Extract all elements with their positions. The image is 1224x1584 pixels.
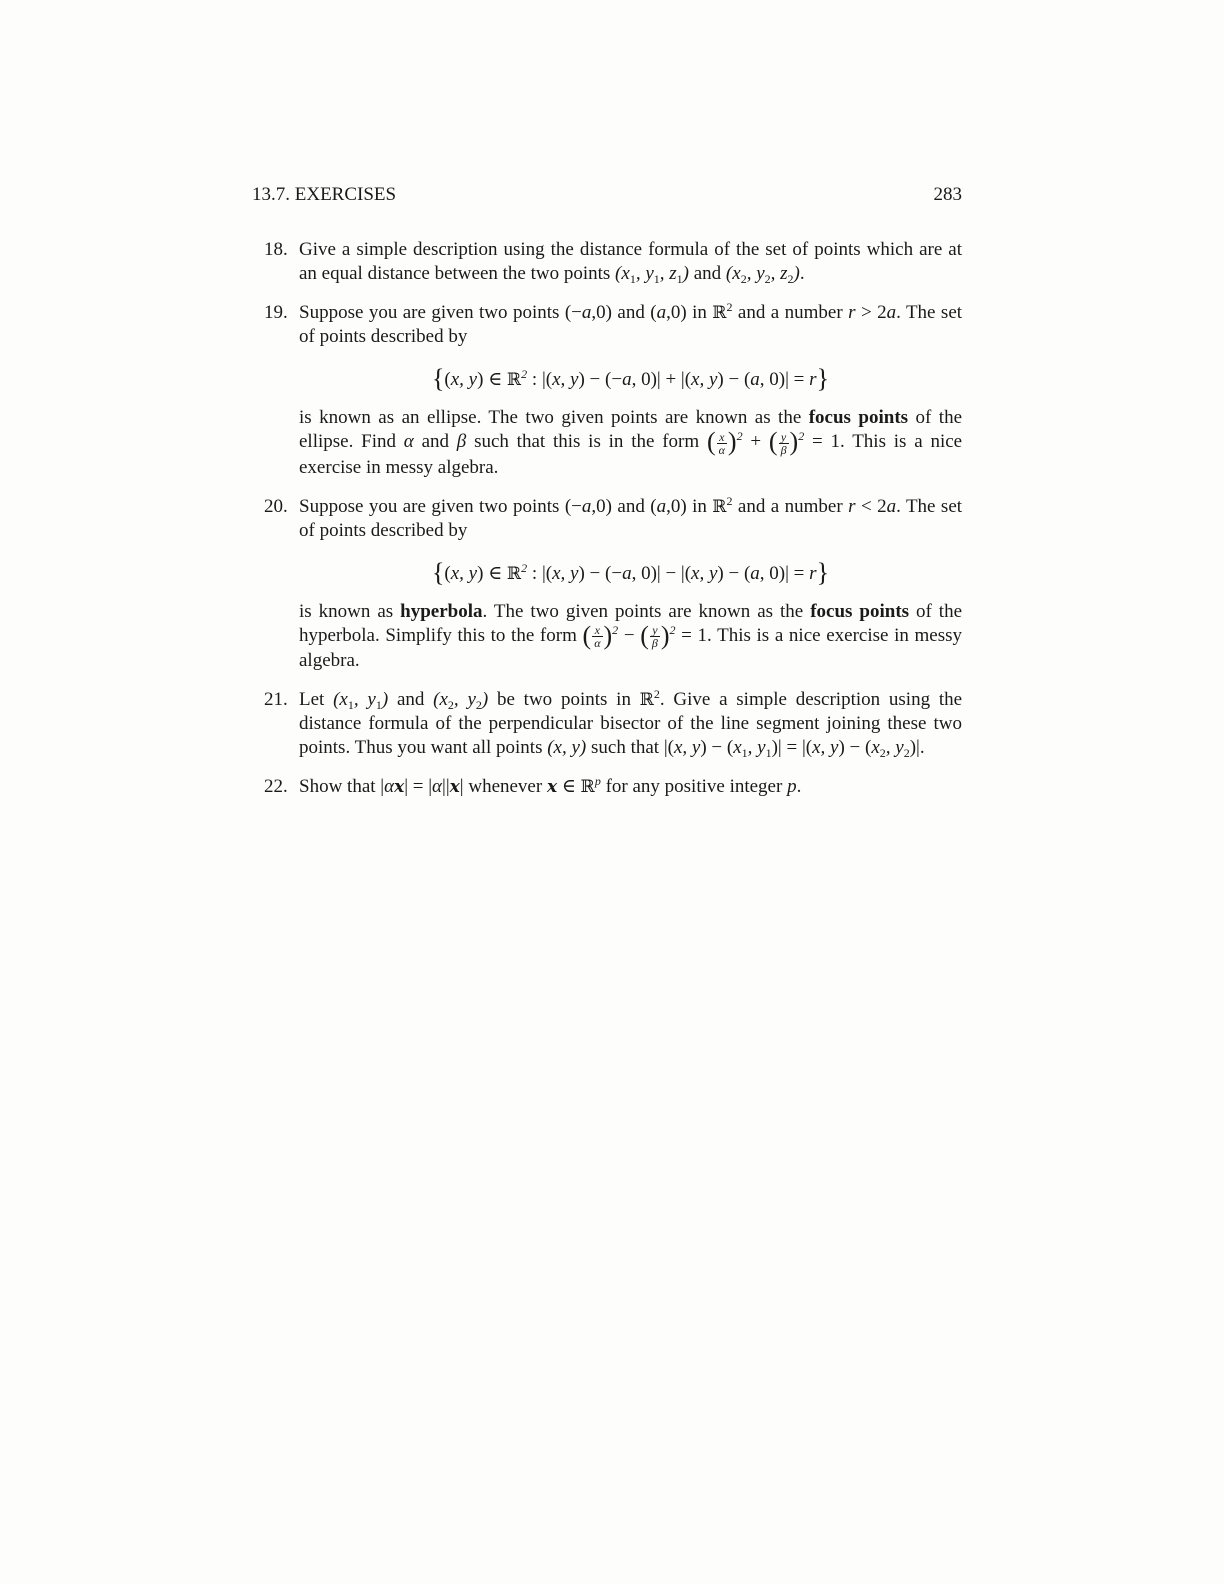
exercise-text: The set of points described by	[299, 495, 963, 541]
exercise-text: and	[396, 689, 425, 711]
term-focus-points: focus points	[808, 407, 909, 428]
exercise-text: . The two given points are known as the	[482, 600, 804, 622]
exercise-text: and	[421, 431, 449, 452]
point-2-formula: ($x_2$, $y_2$)	[433, 689, 489, 713]
term-hyperbola: hyperbola	[400, 600, 483, 622]
exercise-19: 19. Suppose you are given two points (−a,0) and (a,0) in ℝ$^2$ and a number r > 2a. The set of points described by {(x, y) ∈ ℝ$^2$ : |(x, y) − (−a, 0)| + |(x, y) − (a, 0)| = r} is known as an ellipse. The two given points are known as the focus points of the ellipse. Find α and β such that this is in the form ( $\frac{x}{\alpha}$ )$^2$ + ( $\frac{y}{\beta}$ )$^2$ = 1. This is a nice exercise in messy algebra.	[264, 300, 963, 478]
exercise-number: 18.	[264, 239, 288, 260]
point-formula: (a,0)	[650, 302, 687, 323]
exercise-text: in	[692, 495, 707, 517]
exercise-number: 20.	[264, 495, 288, 517]
exercise-text: is known as an ellipse. The two given points are known as the	[299, 407, 802, 428]
exercise-text: for any positive integer	[605, 776, 783, 798]
point-formula: (a,0)	[650, 495, 687, 517]
exercise-text: of the ellipse. Find	[299, 407, 963, 452]
exercise-text: such that	[591, 737, 660, 759]
exercise-text: whenever	[468, 776, 543, 798]
point-1-formula: ($x_1$, $y_1$)	[333, 689, 389, 713]
running-head	[252, 184, 962, 206]
membership-formula: x ∈ ℝ$^p$	[546, 774, 601, 798]
point-formula: (−a,0)	[564, 495, 612, 517]
point-1-formula: ($x_1$, $y_1$, $z_1$)	[615, 263, 689, 286]
real-plane-symbol: ℝ	[639, 690, 654, 711]
exercise-22: 22. Show that |αx| = |α||x| whenever x ∈ ℝ$^p$ for any positive integer p.	[264, 774, 802, 798]
term-focus-points: focus points	[810, 600, 910, 622]
ellipse-form-formula: ( $\frac{x}{\alpha}$ )$^2$ + ( $\frac{y}{\beta}$ )$^2$	[706, 427, 805, 457]
real-plane-symbol: ℝ	[712, 303, 727, 323]
beta-symbol: β	[456, 431, 467, 452]
exercise-text: and a number	[737, 302, 843, 323]
exercise-text: in	[692, 302, 707, 323]
exercise-list	[264, 238, 962, 814]
exercise-text: of the hyperbola. Simplify this to the form	[299, 600, 963, 646]
ellipse-set-formula: {(x, y) ∈ ℝ$^2$ : |(x, y) − (−a, 0)| + |(x, y) − (a, 0)| = r}	[431, 364, 830, 393]
exercise-text: Give a simple description using the distance formula of the set of points which are at an equal distance between the two points	[299, 239, 962, 284]
variable-p: p	[787, 776, 797, 798]
point-formula: (x, y)	[547, 737, 587, 759]
alpha-symbol: α	[403, 431, 414, 452]
exercise-text: Suppose you are given two points	[299, 495, 560, 517]
exercise-text: be two points in	[496, 689, 631, 711]
inequality-formula: r > 2a.	[848, 302, 901, 323]
exercise-18: 18. Give a simple description using the distance formula of the set of points which are at an equal distance between the two points ($x_1$, $y_1$, $z_1$) and ($x_2$, $y_2$, $z_2$).	[264, 239, 962, 286]
hyperbola-set-formula: {(x, y) ∈ ℝ$^2$ : |(x, y) − (−a, 0)| − |(x, y) − (a, 0)| = r}	[431, 557, 830, 587]
inequality-formula: r < 2a.	[848, 495, 901, 517]
section-title: 13.7. EXERCISES	[252, 184, 397, 205]
exercise-text: and	[617, 495, 645, 517]
real-plane-symbol: ℝ	[712, 496, 727, 517]
exercise-text: = 1. This is a nice exercise in messy algebra.	[299, 431, 963, 478]
exercise-number: 21.	[264, 689, 288, 711]
exercise-text: is known as	[299, 600, 394, 622]
hyperbola-form-formula: ( $\frac{x}{\alpha}$ )$^2$ − ( $\frac{y}{\beta}$ )$^2$	[582, 620, 676, 651]
exercise-text: Let	[299, 689, 325, 711]
exercise-21: 21. Let ($x_1$, $y_1$) and ($x_2$, $y_2$) be two points in ℝ$^2$. Give a simple description using the distance formula of the perpendicular bisector of the line segment joining these two points. Thus you want all points (x, y) such that |(x, $y) - (x_1$, $y_1)| = |(x$, $y) - (x_2$, $y_2)|$.	[264, 687, 963, 761]
bisector-condition-formula: |(x, $y) - (x_1$, $y_1)| = |(x$, $y) - (x_2$, $y_2)|$	[663, 737, 920, 761]
exercise-text: Show that	[299, 776, 376, 798]
norm-identity-formula: |αx| = |α||x|	[380, 776, 464, 798]
exercise-number: 22.	[264, 776, 288, 798]
exercise-text: . Give a simple description using the distance formula of the perpendicular bisector of the line segment joining these two points. Thus you want all points	[299, 689, 963, 759]
page-number: 283	[933, 184, 962, 205]
exercise-20: 20. Suppose you are given two points (−a,0) and (a,0) in ℝ$^2$ and a number r < 2a. The set of points described by {(x, y) ∈ ℝ$^2$ : |(x, y) − (−a, 0)| − |(x, y) − (a, 0)| = r} is known as hyperbola. The two given points are known as the focus points of the hyperbola. Simplify this to the form ( $\frac{x}{\alpha}$ )$^2$ − ( $\frac{y}{\beta}$ )$^2$ = 1. This is a nice exercise in messy algebra.	[264, 493, 963, 672]
exercise-text: and a number	[737, 495, 843, 517]
point-2-formula: ($x_2$, $y_2$, $z_2$)	[725, 263, 800, 286]
exercise-number: 19.	[264, 302, 288, 323]
point-formula: (−a,0)	[564, 302, 612, 323]
exercise-text: Suppose you are given two points	[299, 302, 560, 323]
exercise-text: and	[693, 263, 722, 284]
exercise-text: and	[617, 302, 645, 323]
exercise-text: such that this is in the form	[474, 431, 700, 452]
exercise-text: = 1. This is a nice exercise in messy algebra.	[299, 624, 963, 672]
exercise-text: The set of points described by	[299, 302, 963, 347]
